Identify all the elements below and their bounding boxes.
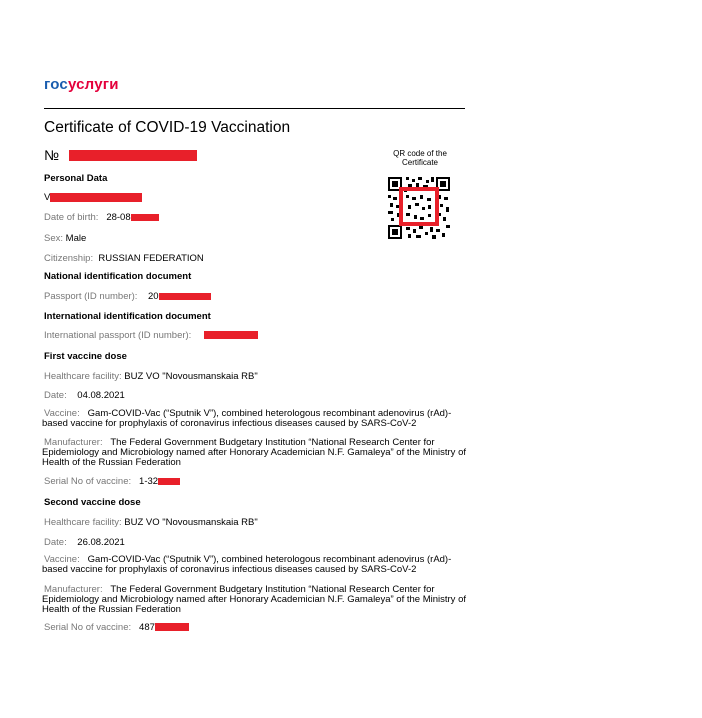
- number-symbol: №: [44, 147, 60, 163]
- qr-code-graphic: [388, 177, 450, 239]
- redacted-serial: [158, 478, 180, 485]
- full-name: [44, 192, 142, 203]
- manufacturer-value: The Federal Government Budgetary Institution “National Research Center for Epidemiology and Microbiology named after Honorary Academician N.F. Gamaleya” of the Ministry of Health of the Russian Federation: [42, 437, 466, 468]
- passport-label: Passport (ID number):: [44, 291, 138, 302]
- manufacturer-label: Manufacturer:: [44, 584, 103, 595]
- qr-caption: QR code of the Certificate: [393, 149, 447, 167]
- second-dose-heading: Second vaccine dose: [44, 497, 141, 508]
- date-of-birth: [44, 212, 159, 223]
- first-dose-serial: [44, 476, 180, 487]
- redacted-birth-year: [131, 214, 159, 221]
- serial-label: Serial No of vaccine:: [44, 476, 132, 487]
- date-label: Date:: [44, 390, 67, 401]
- redacted-name: [50, 193, 142, 202]
- first-dose-date: [44, 390, 125, 401]
- serial-value: 1-32: [139, 476, 159, 487]
- personal-data-heading: Personal Data: [44, 173, 108, 184]
- second-dose-date: [44, 537, 125, 548]
- facility-value: BUZ VO "Novousmanskaia RB": [124, 517, 258, 528]
- logo-part-uslugi: услуги: [67, 76, 119, 93]
- citizenship-label: Citizenship:: [44, 253, 94, 264]
- first-dose-heading: First vaccine dose: [44, 351, 127, 362]
- vaccine-value: Gam-COVID-Vac (“Sputnik V”), combined heterologous recombinant adenovirus (rAd)-based vaccine for prophylaxis of coronavirus infectious diseases caused by SARS-CoV-2: [42, 408, 452, 429]
- redacted-certificate-number: [69, 150, 197, 161]
- second-dose-facility: [44, 517, 258, 528]
- manufacturer-value: The Federal Government Budgetary Institution “National Research Center for Epidemiology and Microbiology named after Honorary Academician N.F. Gamaleya” of the Ministry of Health of the Russian Federation: [42, 584, 466, 615]
- manufacturer-label: Manufacturer:: [44, 437, 103, 448]
- qr-code: [388, 177, 450, 239]
- vaccine-label: Vaccine:: [44, 554, 80, 565]
- dob-label: Date of birth:: [44, 212, 99, 223]
- header-divider: [44, 108, 465, 109]
- redacted-serial: [155, 623, 189, 631]
- first-dose-vaccine: [42, 409, 472, 429]
- vaccine-label: Vaccine:: [44, 408, 80, 419]
- date-value: 04.08.2021: [77, 390, 125, 401]
- redacted-intl-passport-number: [204, 331, 258, 339]
- page-title: Certificate of COVID-19 Vaccination: [44, 119, 291, 136]
- vaccine-value: Gam-COVID-Vac (“Sputnik V”), combined heterologous recombinant adenovirus (rAd)-based vaccine for prophylaxis of coronavirus infectious diseases caused by SARS-CoV-2: [42, 554, 452, 575]
- serial-value: 487: [139, 622, 155, 633]
- sex-value: Male: [65, 233, 87, 244]
- citizenship: [44, 253, 204, 264]
- intl-passport-label: International passport (ID number):: [44, 330, 192, 341]
- citizenship-value: RUSSIAN FEDERATION: [98, 253, 204, 264]
- first-dose-facility: [44, 371, 258, 382]
- second-dose-serial: [44, 622, 189, 633]
- national-document-heading: National identification document: [44, 271, 192, 282]
- second-dose-manufacturer: [42, 585, 472, 615]
- name-prefix: V: [44, 192, 51, 203]
- date-label: Date:: [44, 537, 67, 548]
- logo-part-gos: гос: [44, 76, 68, 93]
- international-passport-number: [44, 330, 258, 341]
- facility-value: BUZ VO "Novousmanskaia RB": [124, 371, 258, 382]
- passport-value: 20: [148, 291, 159, 302]
- dob-value: 28-08: [106, 212, 131, 223]
- redacted-passport-number: [159, 293, 211, 300]
- sex-label: Sex:: [44, 233, 64, 244]
- facility-label: Healthcare facility:: [44, 371, 122, 382]
- second-dose-vaccine: [42, 555, 472, 575]
- gosuslugi-logo: [44, 76, 119, 93]
- sex: [44, 233, 86, 244]
- international-document-heading: International identification document: [44, 311, 211, 322]
- facility-label: Healthcare facility:: [44, 517, 122, 528]
- date-value: 26.08.2021: [77, 537, 125, 548]
- first-dose-manufacturer: [42, 438, 472, 468]
- passport-number: [44, 291, 211, 302]
- serial-label: Serial No of vaccine:: [44, 622, 132, 633]
- certificate-number: [44, 147, 197, 163]
